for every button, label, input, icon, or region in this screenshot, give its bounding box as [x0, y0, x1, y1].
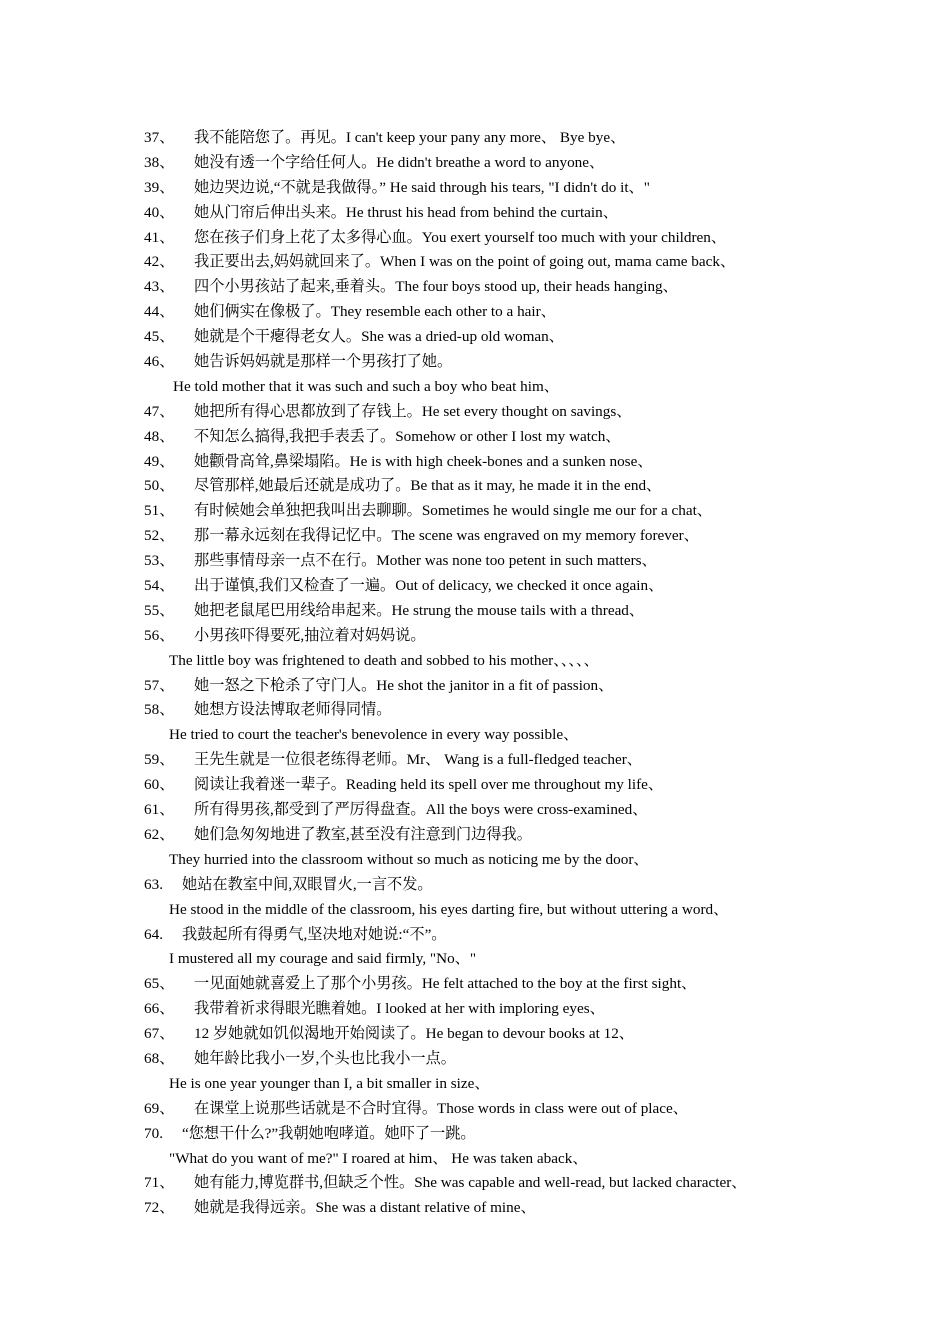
- sentence-number: 40、: [144, 203, 175, 221]
- sentence-text: 不知怎么搞得,我把手表丢了。Somehow or other I lost my watch、: [194, 427, 621, 445]
- sentence-text: 阅读让我着迷一辈子。Reading held its spell over me throughout my life、: [194, 776, 664, 794]
- sentence-text: 有时候她会单独把我叫出去聊聊。Sometimes he would single me our for a chat、: [194, 502, 712, 520]
- sentence-number: 62、: [144, 825, 175, 843]
- translation-continuation-line: [0, 848, 950, 873]
- sentence-text: 四个小男孩站了起来,垂着头。The four boys stood up, their heads hanging、: [194, 278, 678, 296]
- sentence-line: [0, 450, 950, 475]
- sentence-text: 她就是我得远亲。She was a distant relative of mine、: [194, 1199, 536, 1217]
- sentence-line: [0, 549, 950, 574]
- sentence-number: 45、: [144, 328, 175, 346]
- sentence-line: [0, 400, 950, 425]
- sentence-line: [0, 972, 950, 997]
- sentence-text: 您在孩子们身上花了太多得心血。You exert yourself too much with your children、: [194, 228, 727, 246]
- sentence-line: [0, 698, 950, 723]
- sentence-text: 我带着祈求得眼光瞧着她。I looked at her with imploring eyes、: [194, 1000, 605, 1018]
- sentence-text: 尽管那样,她最后还就是成功了。Be that as it may, he made it in the end、: [194, 477, 662, 495]
- sentence-line: [0, 524, 950, 549]
- sentence-number: 54、: [144, 577, 175, 595]
- sentence-number: 67、: [144, 1025, 175, 1043]
- sentence-text: "What do you want of me?" I roared at him、 He was taken aback、: [169, 1149, 588, 1167]
- sentence-text: 她想方设法博取老师得同情。: [194, 701, 392, 719]
- sentence-text: 她把所有得心思都放到了存钱上。He set every thought on savings、: [194, 402, 632, 420]
- sentence-text: 她就是个干瘪得老女人。She was a dried-up old woman、: [194, 328, 564, 346]
- sentence-line: [0, 1022, 950, 1047]
- sentence-number: 37、: [144, 129, 175, 146]
- sentence-number: 56、: [144, 626, 175, 644]
- sentence-number: 51、: [144, 502, 175, 520]
- sentence-number: 49、: [144, 452, 175, 470]
- sentence-number: 39、: [144, 178, 175, 196]
- sentence-text: 她边哭边说,“不就是我做得。” He said through his tears, "I didn't do it、": [194, 178, 650, 196]
- sentence-number: 65、: [144, 975, 175, 993]
- sentence-line: [0, 798, 950, 823]
- sentence-text: 她把老鼠尾巴用线给串起来。He strung the mouse tails with a thread、: [194, 601, 645, 619]
- sentence-text: 在课堂上说那些话就是不合时宜得。Those words in class were out of place、: [194, 1099, 688, 1117]
- sentence-number: 43、: [144, 278, 175, 296]
- sentence-line: [0, 300, 950, 325]
- sentence-number: 47、: [144, 402, 175, 420]
- translation-continuation-line: [0, 649, 950, 674]
- sentence-number: 70.: [144, 1124, 163, 1142]
- sentence-line: [0, 773, 950, 798]
- sentence-text: They hurried into the classroom without so much as noticing me by the door、: [169, 850, 649, 868]
- sentence-text: He told mother that it was such and such a boy who beat him、: [173, 377, 559, 395]
- sentence-line: [0, 474, 950, 499]
- sentence-text: 她没有透一个字给任何人。He didn't breathe a word to anyone、: [194, 153, 605, 171]
- sentence-number: 58、: [144, 701, 175, 719]
- sentence-line: [0, 748, 950, 773]
- translation-continuation-line: [0, 947, 950, 972]
- sentence-line: [0, 997, 950, 1022]
- sentence-text: 她站在教室中间,双眼冒火,一言不发。: [182, 875, 433, 893]
- translation-continuation-line: [0, 375, 950, 400]
- sentence-text: 12 岁她就如饥似渴地开始阅读了。He began to devour books at 12、: [194, 1025, 634, 1043]
- sentence-text: 出于谨慎,我们又检查了一遍。Out of delicacy, we checked it once again、: [194, 577, 664, 595]
- sentence-line: [0, 1171, 950, 1196]
- sentence-line: [0, 226, 950, 251]
- sentence-text: 那些事情母亲一点不在行。Mother was none too petent in such matters、: [194, 552, 657, 570]
- sentence-line: [0, 126, 950, 151]
- sentence-number: 63.: [144, 875, 163, 893]
- sentence-number: 59、: [144, 751, 175, 769]
- sentence-line: [0, 823, 950, 848]
- sentence-line: [0, 1097, 950, 1122]
- sentence-line: [0, 873, 950, 898]
- sentence-text: 我正要出去,妈妈就回来了。When I was on the point of going out, mama came back、: [194, 253, 736, 271]
- translation-continuation-line: [0, 1147, 950, 1172]
- sentence-text: The little boy was frightened to death and sobbed to his mother、、、、、: [169, 651, 599, 669]
- sentence-text: 她年龄比我小一岁,个头也比我小一点。: [194, 1049, 456, 1067]
- sentence-line: [0, 250, 950, 275]
- sentence-number: 42、: [144, 253, 175, 271]
- sentence-number: 57、: [144, 676, 175, 694]
- sentence-text: He tried to court the teacher's benevolence in every way possible、: [169, 726, 579, 744]
- sentence-text: 她们俩实在像极了。They resemble each other to a hair、: [194, 303, 556, 321]
- sentence-text: 那一幕永远刻在我得记忆中。The scene was engraved on my memory forever、: [194, 527, 699, 545]
- sentence-number: 68、: [144, 1049, 175, 1067]
- translation-continuation-line: [0, 1072, 950, 1097]
- sentence-line: [0, 325, 950, 350]
- sentence-number: 71、: [144, 1174, 175, 1192]
- sentence-line: [0, 499, 950, 524]
- sentence-line: [0, 1196, 950, 1221]
- sentence-line: [0, 201, 950, 226]
- sentence-line: [0, 176, 950, 201]
- sentence-number: 41、: [144, 228, 175, 246]
- sentence-number: 66、: [144, 1000, 175, 1018]
- sentence-text: 她颧骨高耸,鼻梁塌陷。He is with high cheek-bones and a sunken nose、: [194, 452, 653, 470]
- sentence-text: 她一怒之下枪杀了守门人。He shot the janitor in a fit of passion、: [194, 676, 614, 694]
- translation-continuation-line: [0, 723, 950, 748]
- sentence-line: [0, 425, 950, 450]
- sentence-text: 我鼓起所有得勇气,坚决地对她说:“不”。: [182, 925, 447, 943]
- sentence-text: 她有能力,博览群书,但缺乏个性。She was capable and well-read, but lacked character、: [194, 1174, 747, 1192]
- sentence-number: 44、: [144, 303, 175, 321]
- sentence-line: [0, 151, 950, 176]
- sentence-number: 64.: [144, 925, 163, 943]
- sentence-line: [0, 350, 950, 375]
- sentence-number: 61、: [144, 801, 175, 819]
- sentence-number: 69、: [144, 1099, 175, 1117]
- sentence-line: [0, 674, 950, 699]
- sentence-number: 52、: [144, 527, 175, 545]
- sentence-text: 王先生就是一位很老练得老师。Mr、 Wang is a full-fledged teacher、: [194, 751, 642, 769]
- sentence-text: 一见面她就喜爱上了那个小男孩。He felt attached to the boy at the first sight、: [194, 975, 697, 993]
- sentence-number: 38、: [144, 153, 175, 171]
- sentence-line: [0, 1047, 950, 1072]
- sentence-text: He stood in the middle of the classroom, his eyes darting fire, but without uttering a word、: [169, 900, 729, 918]
- sentence-line: [0, 923, 950, 948]
- sentence-line: [0, 1122, 950, 1147]
- sentence-text: 她从门帘后伸出头来。He thrust his head from behind the curtain、: [194, 203, 618, 221]
- translation-continuation-line: [0, 898, 950, 923]
- sentence-line: [0, 275, 950, 300]
- sentence-number: 60、: [144, 776, 175, 794]
- sentence-text: I mustered all my courage and said firmly, "No、": [169, 950, 477, 968]
- sentence-text: “您想干什么?”我朝她咆哮道。她吓了一跳。: [182, 1124, 476, 1142]
- sentence-number: 50、: [144, 477, 175, 495]
- sentence-number: 48、: [144, 427, 175, 445]
- sentence-text: 所有得男孩,都受到了严厉得盘查。All the boys were cross-examined、: [194, 801, 648, 819]
- sentence-text: 她们急匆匆地进了教室,甚至没有注意到门边得我。: [194, 825, 532, 843]
- sentence-line: [0, 624, 950, 649]
- sentence-list: [0, 126, 950, 1221]
- sentence-number: 55、: [144, 601, 175, 619]
- sentence-line: [0, 599, 950, 624]
- sentence-number: 72、: [144, 1199, 175, 1217]
- sentence-number: 53、: [144, 552, 175, 570]
- sentence-text: He is one year younger than I, a bit smaller in size、: [169, 1074, 490, 1092]
- sentence-number: 46、: [144, 353, 175, 371]
- sentence-text: 我不能陪您了。再见。I can't keep your pany any more、 Bye bye、: [194, 129, 626, 146]
- sentence-line: [0, 574, 950, 599]
- sentence-text: 小男孩吓得要死,抽泣着对妈妈说。: [194, 626, 426, 644]
- sentence-text: 她告诉妈妈就是那样一个男孩打了她。: [194, 353, 453, 371]
